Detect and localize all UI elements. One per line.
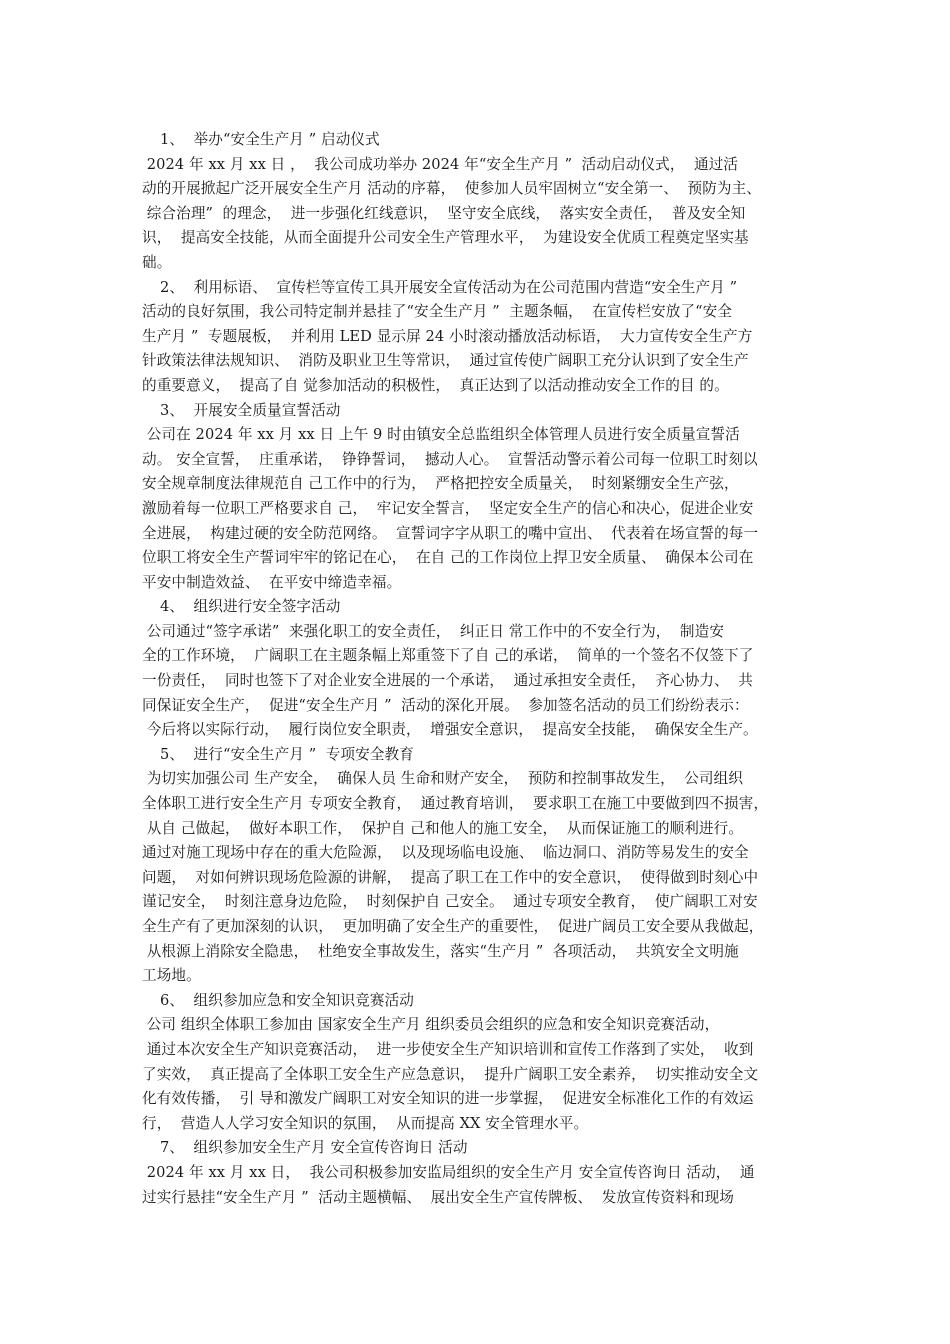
paragraph-line: 通过本次安全生产知识竞赛活动， 进一步使安全生产知识培训和宣传工作落到了实处， 收到 (142, 1040, 754, 1058)
paragraph-line: 化有效传播， 引 导和激发广阔职工对安全知识的进一步掌握， 促进安全标准化工作的有效运 (142, 1090, 754, 1108)
paragraph-line: 平安中制造效益、 在平安中缔造幸福。 (142, 573, 402, 591)
paragraph-line: 全生产有了更加深刻的认识， 更加明确了安全生产的重要性， 促进广阔员工安全要从我做起， (142, 918, 764, 935)
paragraph-line: 从自 己做起， 做好本职工作， 保护自 己和他人的施工安全， 从而保证施工的顺利进行。 (142, 819, 744, 837)
paragraph-line: 全的工作环境， 广阔职工在主题条幅上郑重签下了自 己的承诺， 简单的一个签名不仅签下了 (142, 647, 754, 665)
paragraph-line: 为切实加强公司 生产安全， 确保人员 生命和财产安全， 预防和控制事故发生， 公司组织 (142, 770, 744, 788)
paragraph-line: 激励着每一位职工严格要求自 己， 牢记安全誓言， 坚定安全生产的信心和决心，促进企业安 (142, 499, 754, 517)
paragraph-line: 公司 组织全体职工参加由 国家安全生产月 组织委员会组织的应急和安全知识竞赛活动， (142, 1016, 720, 1034)
paragraph-line: 今后将以实际行动， 履行岗位安全职责， 增强安全意识， 提高安全技能， 确保安全生产。 (142, 721, 758, 739)
paragraph-line: 同保证安全生产， 促进“安全生产月 ” 活动的深化开展。 参加签名活动的员工们纷纷表示： (142, 696, 749, 714)
paragraph-line: 公司在 2024 年 xx 月 xx 日 上午 9 时由镇安全总监组织全体管理人员进行安全质量宣誓活 (142, 426, 740, 444)
paragraph-line: 针政策法律法规知识、 消防及职业卫生等常识， 通过宣传使广阔职工充分认识到了安全生产 (142, 352, 749, 370)
paragraph-line: 动的开展掀起广泛开展安全生产月 活动的序幕， 使参加人员牢固树立“安全第一、 预防为主、 (142, 180, 762, 198)
section-heading-7: 7、 组织参加安全生产月 安全宣传咨询日 活动 (160, 1139, 468, 1157)
paragraph-line: 位职工将安全生产誓词牢牢的铭记在心， 在自 己的工作岗位上捍卫安全质量、 确保本公司在 (142, 549, 754, 567)
section-heading-6: 6、 组织参加应急和安全知识竞赛活动 (160, 991, 414, 1009)
paragraph-line: 全体职工进行安全生产月 专项安全教育， 通过教育培训， 要求职工在施工中要做到四不损害， (142, 795, 769, 813)
paragraph-line: 生产月 ” 专题展板， 并利用 LED 显示屏 24 小时滚动播放活动标语， 大力宣传安全生产方 (142, 327, 753, 345)
section-heading-4: 4、 组织进行安全签字活动 (160, 598, 341, 616)
paragraph-line: 过实行悬挂“安全生产月 ” 活动主题横幅、 展出安全生产宣传牌板、 发放宣传资料和现场 (142, 1188, 734, 1206)
section-heading-5: 5、 进行“安全生产月 ” 专项安全教育 (160, 745, 414, 763)
paragraph-line: 础。 (142, 253, 172, 271)
paragraph-line: 一份责任， 同时也签下了对企业安全进展的一个承诺， 通过承担安全责任， 齐心协力、 共 (142, 672, 753, 690)
paragraph-line: 动。 安全宣誓， 庄重承诺， 铮铮誓词， 撼动人心。 宣誓活动警示着公司每一位职工时刻以 (142, 450, 758, 468)
document-body (142, 128, 822, 1210)
paragraph-line: 了实效， 真正提高了全体职工安全生产应急意识， 提升广阔职工安全素养， 切实推动安全文 (142, 1065, 759, 1083)
section-heading-3: 3、 开展安全质量宣誓活动 (160, 401, 341, 419)
paragraph-line: 全进展， 构建过硬的安全防范网络。 宣誓词字字从职工的嘴中宣出、 代表着在场宣誓的每一 (142, 524, 759, 542)
paragraph-line: 行， 营造人人学习安全知识的氛围， 从而提高 XX 安全管理水平。 (142, 1114, 589, 1132)
paragraph-line: 工场地。 (142, 967, 201, 985)
section-heading-2: 2、 利用标语、 宣传栏等宣传工具开展安全宣传活动为在公司范围内营造“安全生产月 ” (160, 278, 738, 296)
paragraph-line: 2024 年 xx 月 xx 日， 我公司积极参加安监局组织的安全生产月 安全宣传咨询日 活动， 通 (142, 1163, 755, 1181)
paragraph-line: 的重要意义， 提高了自 觉参加活动的积极性， 真正达到了以活动推动安全工作的目 的。 (142, 376, 729, 394)
paragraph-line: 通过对施工现场中存在的重大危险源， 以及现场临电设施、 临边洞口、消防等易发生的安全 (142, 844, 749, 862)
paragraph-line: 综合治理” 的理念， 进一步强化红线意识， 坚守安全底线， 落实安全责任， 普及安全知 (142, 204, 746, 222)
section-heading-1: 1、 举办“安全生产月 ” 启动仪式 (160, 131, 380, 148)
paragraph-line: 问题， 对如何辨识现场危险源的讲解， 提高了职工在工作中的安全意识， 使得做到时刻心中 (142, 868, 759, 886)
paragraph-line: 识， 提高安全技能，从而全面提升公司安全生产管理水平， 为建设安全优质工程奠定坚实基 (142, 229, 749, 247)
paragraph-line: 公司通过“签字承诺” 来强化职工的安全责任， 纠正日 常工作中的不安全行为， 制造安 (142, 622, 725, 640)
paragraph-line: 谨记安全， 时刻注意身边危险， 时刻保护自 己安全。 通过专项安全教育， 使广阔职工对安 (142, 893, 758, 911)
paragraph-line: 活动的良好氛围，我公司特定制并悬挂了“安全生产月 ” 主题条幅， 在宣传栏安放了“安全 (142, 303, 733, 321)
paragraph-line: 2024 年 xx 月 xx 日 ， 我公司成功举办 2024 年“安全生产月 ” 活动启动仪式， 通过活 (142, 155, 739, 173)
paragraph-line: 安全规章制度法律规范自 己工作中的行为， 严格把控安全质量关， 时刻紧绷安全生产弦， (142, 475, 739, 493)
paragraph-line: 从根源上消除安全隐患， 杜绝安全事故发生，落实“生产月 ” 各项活动， 共筑安全文明施 (142, 942, 739, 960)
